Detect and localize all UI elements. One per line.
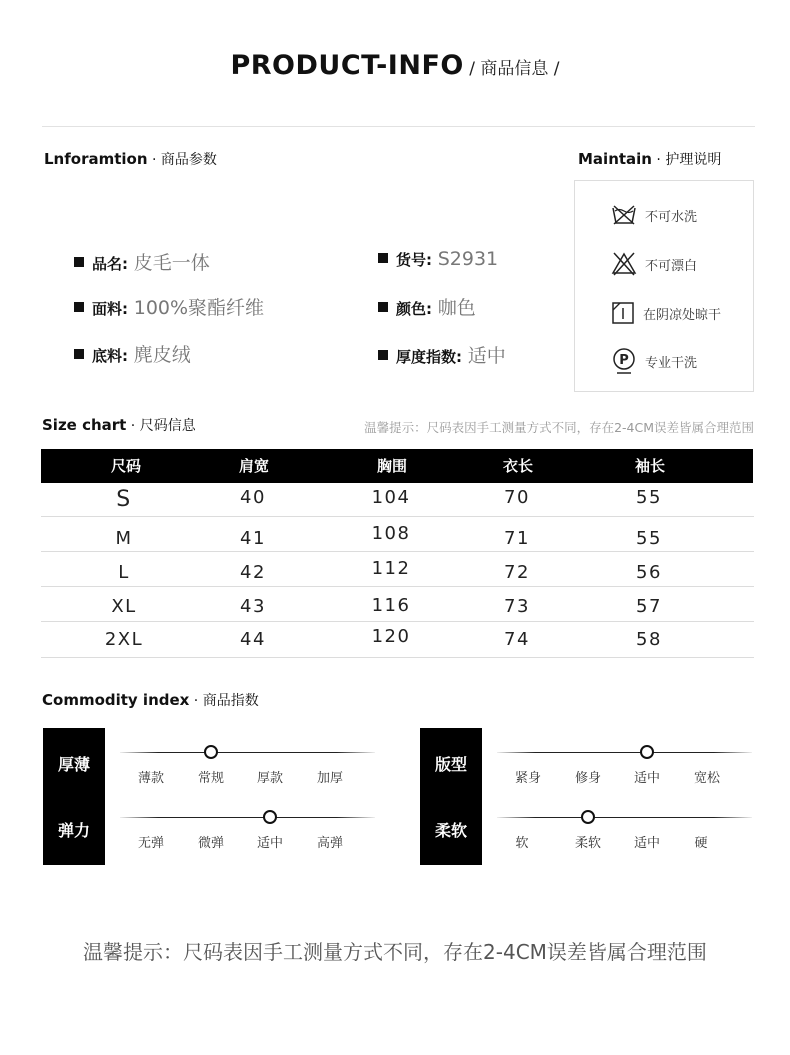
bullet-square xyxy=(378,350,388,360)
scale-line xyxy=(120,817,375,818)
row-divider xyxy=(41,516,754,517)
divider xyxy=(42,126,755,127)
table-cell: 2XL xyxy=(104,629,144,650)
index-heading-dot: · xyxy=(189,693,203,709)
index-label: 柔软 xyxy=(434,821,467,840)
row-divider xyxy=(41,657,754,658)
param-value: 适中 xyxy=(467,345,506,367)
index-heading xyxy=(42,690,259,710)
col-header: 衣长 xyxy=(502,457,533,475)
row-divider xyxy=(41,621,754,622)
table-cell: 40 xyxy=(240,487,266,508)
param-fabric xyxy=(74,293,264,320)
info-heading xyxy=(44,149,217,169)
param-label: 品名: xyxy=(92,255,128,273)
row-divider xyxy=(41,586,754,587)
scale-option: 适中 xyxy=(633,771,660,786)
index-block-right xyxy=(420,728,482,865)
scale-line xyxy=(497,752,752,753)
param-value: 麂皮绒 xyxy=(133,344,191,366)
scale-option: 常规 xyxy=(197,771,224,786)
table-cell: 73 xyxy=(504,596,530,617)
table-cell: M xyxy=(115,528,133,549)
col-header: 袖长 xyxy=(634,457,665,475)
scale-option: 微弹 xyxy=(197,836,224,851)
bullet-square xyxy=(74,257,84,267)
svg-text:P: P xyxy=(619,353,629,368)
table-cell: 104 xyxy=(371,487,411,508)
footer-tip: 温馨提示：尺码表因手工测量方式不同，存在2-4CM误差皆属合理范围 xyxy=(83,940,707,964)
param-value: 皮毛一体 xyxy=(133,252,210,274)
table-cell: 44 xyxy=(240,629,266,650)
table-cell: 70 xyxy=(504,487,530,508)
param-label: 货号: xyxy=(396,251,432,269)
size-table-header xyxy=(41,449,753,483)
param-thickness xyxy=(378,341,506,368)
scale-knob xyxy=(581,810,595,824)
maintain-heading-cn: 护理说明 xyxy=(665,152,722,168)
page-title xyxy=(0,50,790,81)
param-sku xyxy=(378,248,498,270)
info-heading-en: Lnforamtion xyxy=(44,150,148,168)
bullet-square xyxy=(378,302,388,312)
title-en: PRODUCT-INFO xyxy=(230,50,464,81)
scale-option: 高弹 xyxy=(316,836,343,851)
table-cell: 71 xyxy=(504,528,530,549)
table-cell: 116 xyxy=(371,595,411,616)
no-bleach-icon xyxy=(611,251,637,277)
size-heading-cn: 尺码信息 xyxy=(139,418,196,434)
title-cn: / 商品信息 / xyxy=(463,59,560,79)
care-item xyxy=(611,203,697,227)
table-cell: 108 xyxy=(371,523,411,544)
scale-knob xyxy=(263,810,277,824)
table-cell: XL xyxy=(111,596,137,617)
scale-line xyxy=(120,752,375,753)
table-cell: S xyxy=(116,487,132,512)
scale-option: 厚款 xyxy=(256,771,283,786)
param-color xyxy=(378,293,476,320)
scale-option: 紧身 xyxy=(514,771,541,786)
dry-clean-icon xyxy=(611,347,637,375)
care-label: 不可水洗 xyxy=(645,209,698,225)
col-header: 肩宽 xyxy=(238,457,269,475)
index-block-left xyxy=(43,728,105,865)
bullet-square xyxy=(74,302,84,312)
care-label: 专业干洗 xyxy=(645,355,698,371)
maintain-heading xyxy=(578,149,721,169)
maintain-heading-en: Maintain xyxy=(578,150,652,168)
scale-option: 适中 xyxy=(256,836,283,851)
scale-option: 加厚 xyxy=(316,771,343,786)
table-cell: 41 xyxy=(240,528,266,549)
param-label: 面料: xyxy=(92,300,128,318)
table-cell: L xyxy=(118,562,130,583)
scale-knob xyxy=(640,745,654,759)
col-header: 尺码 xyxy=(110,457,141,475)
param-lining xyxy=(74,340,191,367)
index-label: 厚薄 xyxy=(57,755,90,774)
scale-option: 柔软 xyxy=(574,836,601,851)
care-item xyxy=(611,301,721,325)
index-heading-en: Commodity index xyxy=(42,691,190,709)
param-value: S2931 xyxy=(437,248,499,270)
info-heading-cn: 商品参数 xyxy=(160,152,217,168)
row-divider xyxy=(41,551,754,552)
info-heading-dot: · xyxy=(147,152,161,168)
scale-knob xyxy=(204,745,218,759)
param-name xyxy=(74,248,210,275)
care-label: 在阴凉处晾干 xyxy=(643,307,722,323)
scale-line xyxy=(497,817,752,818)
scale-option: 薄款 xyxy=(137,771,164,786)
size-heading xyxy=(42,415,196,435)
table-cell: 55 xyxy=(636,487,662,508)
scale-option: 无弹 xyxy=(137,836,164,851)
scale-option: 软 xyxy=(515,836,529,851)
param-label: 底料: xyxy=(92,347,128,365)
table-cell: 42 xyxy=(240,562,266,583)
scale-option: 宽松 xyxy=(693,771,720,786)
param-label: 厚度指数: xyxy=(396,348,462,366)
scale-option: 适中 xyxy=(633,836,660,851)
table-cell: 120 xyxy=(371,626,411,647)
size-heading-dot: · xyxy=(126,418,140,434)
shade-dry-icon xyxy=(611,301,635,325)
table-cell: 57 xyxy=(636,596,662,617)
bullet-square xyxy=(74,349,84,359)
bullet-square xyxy=(378,253,388,263)
table-cell: 56 xyxy=(636,562,662,583)
table-cell: 43 xyxy=(240,596,266,617)
care-item xyxy=(611,251,697,277)
no-wash-icon xyxy=(611,203,637,227)
maintain-heading-dot: · xyxy=(651,152,666,168)
care-item xyxy=(611,347,697,375)
col-header: 胸围 xyxy=(376,457,407,475)
scale-option: 硬 xyxy=(694,836,708,851)
table-cell: 58 xyxy=(636,629,662,650)
param-value: 100%聚酯纤维 xyxy=(133,297,265,319)
size-tip: 温馨提示：尺码表因手工测量方式不同，存在2-4CM误差皆属合理范围 xyxy=(364,420,754,435)
param-label: 颜色: xyxy=(396,300,432,318)
table-cell: 55 xyxy=(636,528,662,549)
scale-option: 修身 xyxy=(574,771,601,786)
index-label: 弹力 xyxy=(57,821,90,840)
table-cell: 72 xyxy=(504,562,530,583)
size-heading-en: Size chart xyxy=(42,416,127,434)
table-cell: 112 xyxy=(371,558,411,579)
index-label: 版型 xyxy=(434,755,467,774)
care-label: 不可漂白 xyxy=(645,258,698,274)
care-box xyxy=(574,180,754,392)
param-value: 咖色 xyxy=(437,297,476,319)
table-cell: 74 xyxy=(504,629,530,650)
index-heading-cn: 商品指数 xyxy=(202,693,259,709)
